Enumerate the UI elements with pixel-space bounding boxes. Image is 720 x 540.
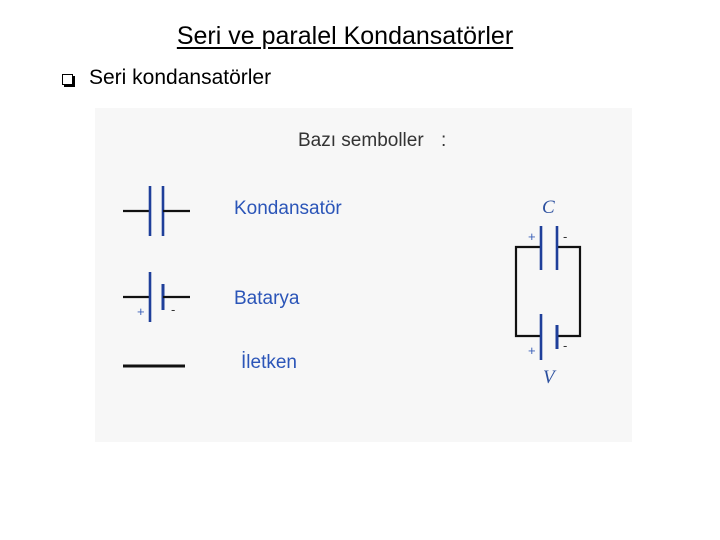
bullet-text: Seri kondansatörler <box>89 66 272 89</box>
battery-minus-sign: - <box>171 302 176 317</box>
battery-plus-sign: + <box>137 304 145 319</box>
figure-heading-colon: : <box>441 130 447 151</box>
legend-label-capacitor: Kondansatör <box>234 198 342 219</box>
capacitor-symbol-icon <box>123 186 190 236</box>
circuit-cap-minus-sign: - <box>563 229 568 244</box>
figure-heading: Bazı semboller <box>298 130 424 151</box>
circuit-bat-plus-sign: + <box>528 343 536 358</box>
circuit-cap-plus-sign: + <box>528 229 536 244</box>
circuit-bat-minus-sign: - <box>563 338 568 353</box>
slide-title: Seri ve paralel Kondansatörler <box>176 22 514 50</box>
battery-variable-label: V <box>543 367 555 388</box>
battery-symbol-icon <box>123 272 190 322</box>
legend-label-conductor: İletken <box>241 352 297 373</box>
legend-label-battery: Batarya <box>234 288 300 309</box>
capacitor-variable-label: C <box>542 197 555 218</box>
circuit-diagram <box>516 226 580 360</box>
